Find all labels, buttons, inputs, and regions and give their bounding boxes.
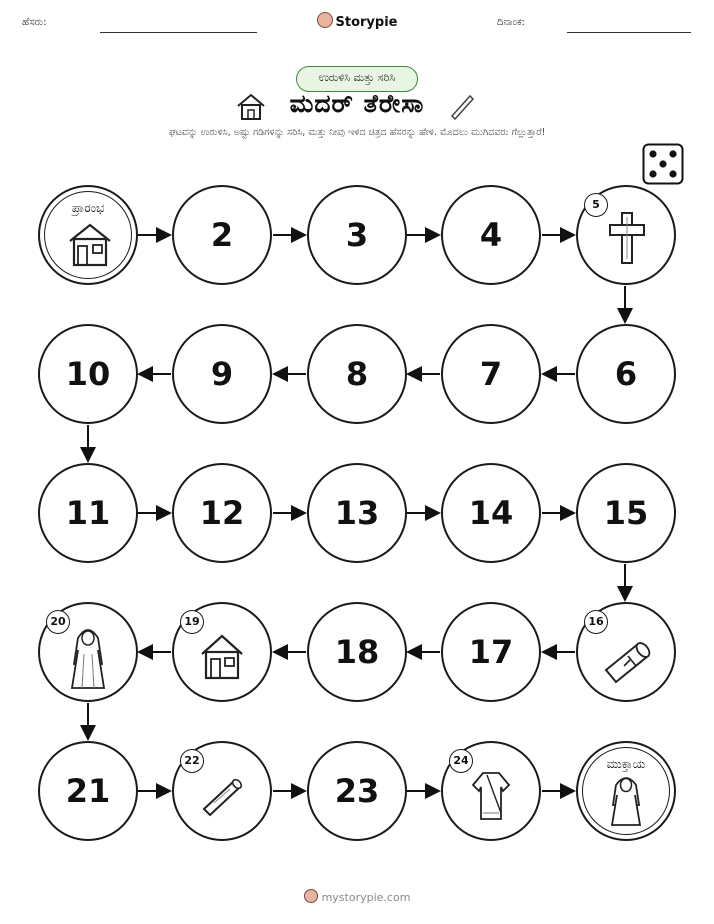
- space-14: 14: [441, 463, 541, 563]
- page-title: ಮದರ್ ತೆರೇಸಾ: [289, 89, 425, 118]
- brand-name: Storypie: [335, 15, 398, 30]
- space-2: 2: [172, 185, 272, 285]
- footer: [0, 889, 714, 904]
- space-23: 23: [307, 741, 407, 841]
- bear-logo-icon: [304, 889, 318, 903]
- instructions: ಘಟವನ್ನು ಉರುಳಿಸಿ, ಅಷ್ಟು ಗಡಿಗಳನ್ನು ಸರಿಸಿ, ಮತ್ತು ನೀವು ಇಳಿದ ಚಿತ್ರದ ಹೆಸರನ್ನು ಹೇಳಿ. ಮೊದಲು ಮುಗಿದವರು ಗೆಲ್ಲುತ್ತಾರೆ!: [168, 127, 546, 138]
- space-19: [172, 602, 272, 702]
- space-8: 8: [307, 324, 407, 424]
- space-4: 4: [441, 185, 541, 285]
- space-5: [576, 185, 676, 285]
- space-15: 15: [576, 463, 676, 563]
- space-17: 17: [441, 602, 541, 702]
- space-11: 11: [38, 463, 138, 563]
- finish-label: ಮುಕ್ತಾಯ: [606, 757, 646, 771]
- space-start: [38, 185, 138, 285]
- date-label: ದಿನಾಂಕ:: [497, 17, 525, 28]
- space-24: [441, 741, 541, 841]
- space-7: 7: [441, 324, 541, 424]
- space-number-badge: 20: [46, 610, 70, 634]
- name-label: ಹೆಸರು:: [22, 17, 47, 28]
- space-16: [576, 602, 676, 702]
- space-6: 6: [576, 324, 676, 424]
- space-number-badge: 19: [180, 610, 204, 634]
- start-label: ಪ್ರಾರಂಭ: [71, 201, 105, 215]
- space-21: 21: [38, 741, 138, 841]
- space-22: [172, 741, 272, 841]
- space-10: 10: [38, 324, 138, 424]
- space-number-badge: 16: [584, 610, 608, 634]
- space-20: [38, 602, 138, 702]
- space-number-badge: 5: [584, 193, 608, 217]
- space-18: 18: [307, 602, 407, 702]
- space-9: 9: [172, 324, 272, 424]
- game-type-tag: ಉರುಳಿಸಿ ಮತ್ತು ಸರಿಸಿ: [296, 66, 418, 92]
- footer-site[interactable]: mystorypie.com: [321, 891, 411, 904]
- space-12: 12: [172, 463, 272, 563]
- space-13: 13: [307, 463, 407, 563]
- space-number-badge: 22: [180, 749, 204, 773]
- space-finish: [576, 741, 676, 841]
- space-3: 3: [307, 185, 407, 285]
- space-number-badge: 24: [449, 749, 473, 773]
